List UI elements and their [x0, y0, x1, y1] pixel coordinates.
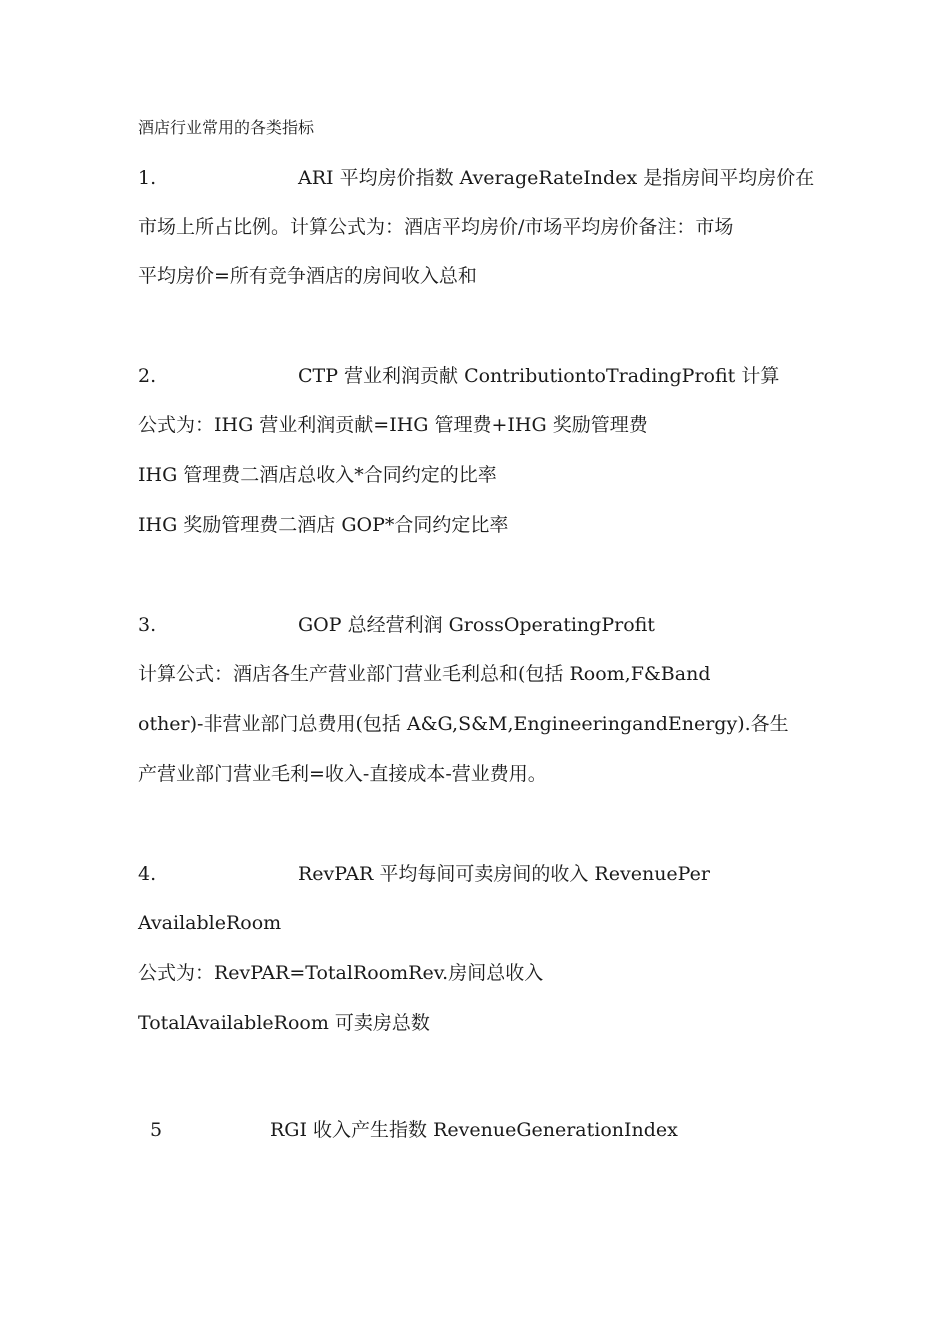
section-1-heading: ARI 平均房价指数 AverageRateIndex 是指房间平均房价在: [298, 167, 815, 189]
section-2-line-1: 公式为：IHG 营业利润贡献=IHG 管理费+IHG 奖励管理费: [138, 414, 648, 436]
section-4-number: 4.: [138, 863, 157, 885]
section-2-line-3: IHG 奖励管理费二酒店 GOP*合同约定比率: [138, 514, 509, 536]
section-1-line-1: 市场上所占比例。计算公式为：酒店平均房价/市场平均房价备注：市场: [138, 216, 734, 238]
section-1-line-2: 平均房价=所有竞争酒店的房间收入总和: [138, 265, 477, 287]
section-2-heading-line: [138, 364, 779, 388]
section-3-line-3: 产营业部门营业毛利=收入-直接成本-营业费用。: [138, 763, 547, 785]
section-5-number: 5: [150, 1119, 163, 1141]
section-3-number: 3.: [138, 614, 157, 636]
section-5-heading-line: [150, 1118, 678, 1142]
section-2-heading: CTP 营业利润贡献 ContributiontoTradingProfit 计算: [298, 365, 780, 387]
section-4-line-1: AvailableRoom: [138, 912, 282, 934]
section-3-line-2: other)-非营业部门总费用(包括 A&G,S&M,EngineeringandEnergy).各生: [138, 713, 789, 735]
section-4-heading-line: [138, 862, 710, 886]
section-4-line-3: TotalAvailableRoom 可卖房总数: [138, 1012, 430, 1034]
section-2-line-2: IHG 管理费二酒店总收入*合同约定的比率: [138, 464, 497, 486]
section-5-heading: RGI 收入产生指数 RevenueGenerationIndex: [270, 1119, 678, 1141]
section-3-line-1: 计算公式：酒店各生产营业部门营业毛利总和(包括 Room,F&Band: [138, 663, 711, 685]
document-title: 酒店行业常用的各类指标: [138, 118, 315, 137]
section-1-number: 1.: [138, 167, 157, 189]
section-1-heading-line: [138, 166, 814, 190]
section-4-line-2: 公式为：RevPAR=TotalRoomRev.房间总收入: [138, 962, 544, 984]
section-4-heading: RevPAR 平均每间可卖房间的收入 RevenuePer: [298, 863, 710, 885]
section-3-heading: GOP 总经营利润 GrossOperatingProfit: [298, 614, 655, 636]
section-2-number: 2.: [138, 365, 157, 387]
section-3-heading-line: [138, 613, 655, 637]
